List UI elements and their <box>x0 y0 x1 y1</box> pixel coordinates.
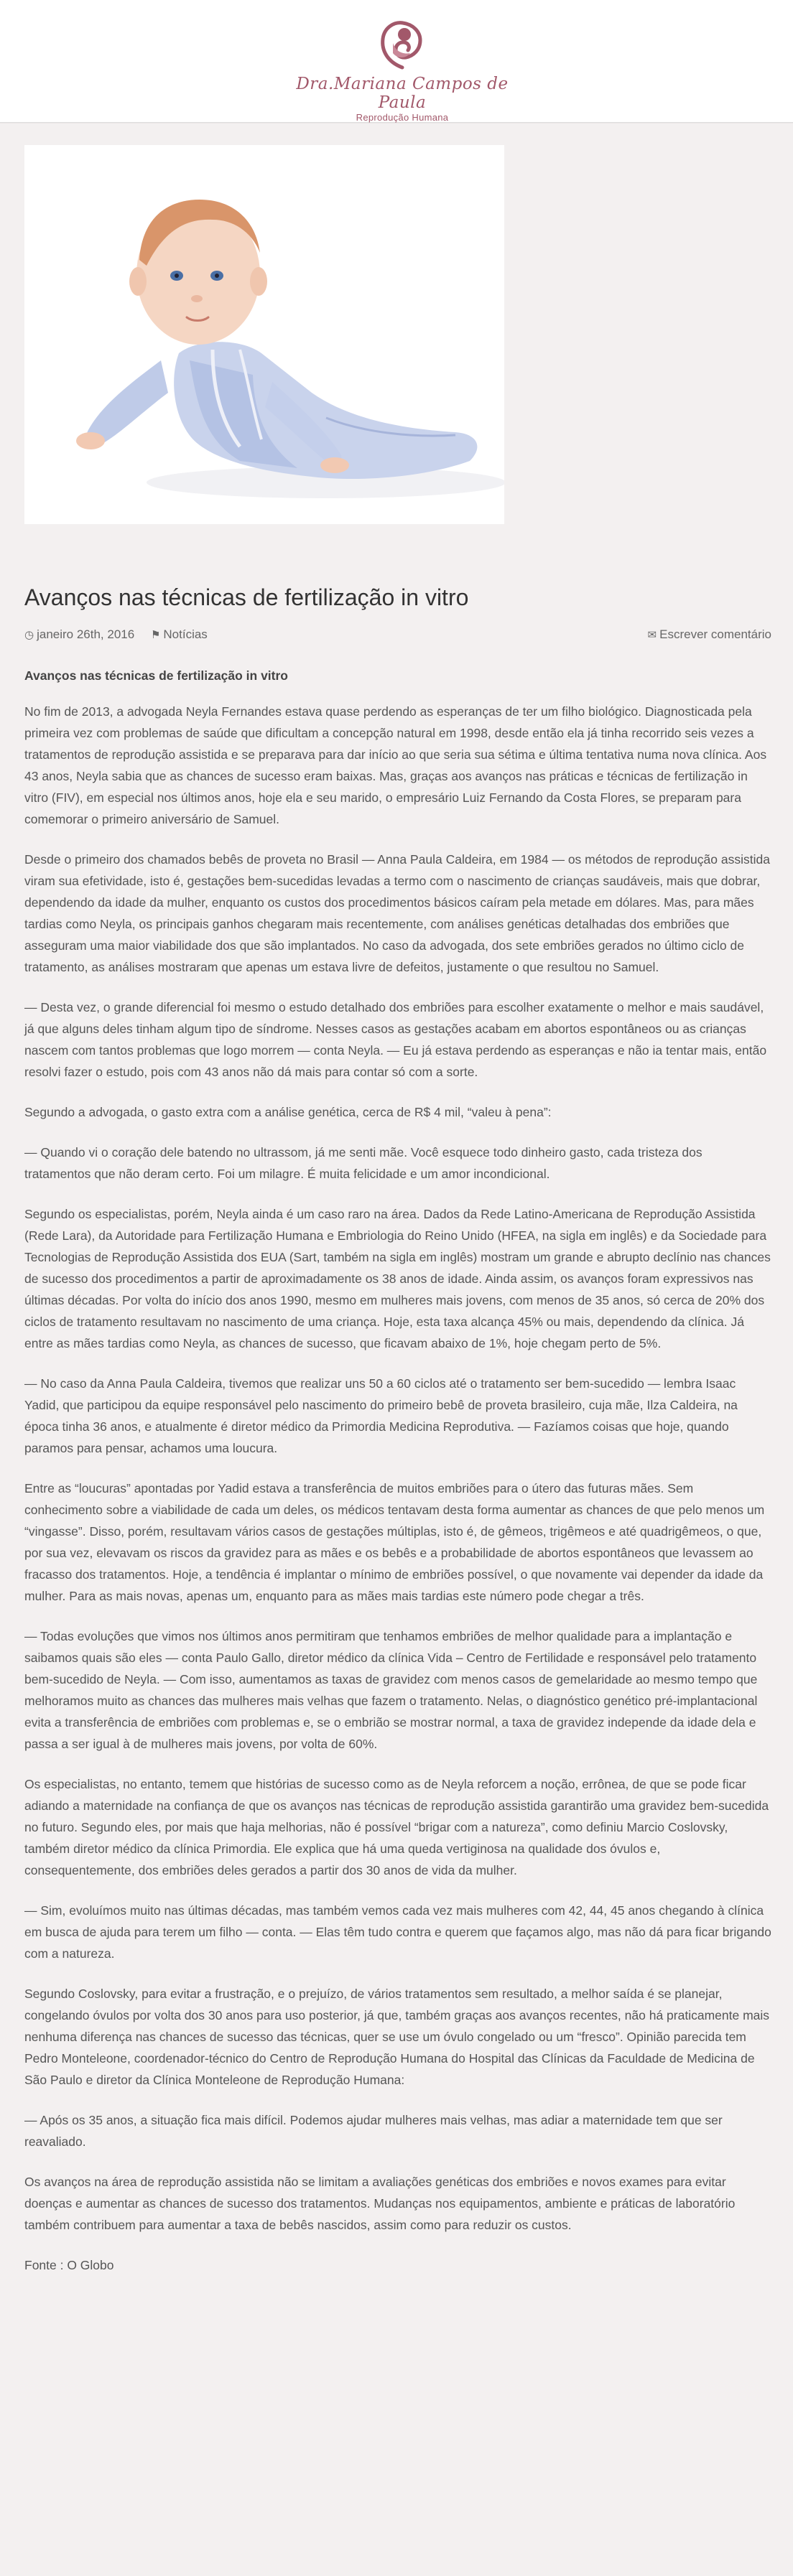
site-header <box>0 0 793 123</box>
article-source: Fonte : O Globo <box>24 2258 114 2272</box>
clock-icon: ◷ <box>24 629 34 641</box>
brand-subtitle: Reprodução Humana <box>356 112 449 123</box>
comment-link-label[interactable]: Escrever comentário <box>659 627 771 641</box>
post-category[interactable] <box>151 627 208 641</box>
article-lead: Avanços nas técnicas de fertilização in vitro <box>24 668 288 683</box>
category-link[interactable]: Notícias <box>163 627 208 641</box>
article-paragraph: Entre as “loucuras” apontadas por Yadid estava a transferência de muitos embriões para o útero das futuras mães. Sem conhecimento sobre a viabilidade de cada um deles, os médicos tentavam desta forma aumentar as chances de que pelo menos um “vingasse”. Disso, porém, resultavam vários casos de gestações múltiplas, isto é, de gêmeos, trigêmeos e até quadrigêmeos, o que, por sua vez, elevavam os riscos da gravidez para as mães e os bebês e a probabilidade de abortos espontâneos que levassem ao fracasso dos tratamentos. Hoje, a tendência é implantar o mínimo de embriões possível, o que novamente vai depender da idade da mulher. Para as mais novas, apenas um, enquanto para as mães mais tardias este número pode chegar a três. <box>24 1481 765 1603</box>
mother-child-logo-icon <box>377 19 427 70</box>
site-logo[interactable] <box>280 19 524 123</box>
article-paragraph: Os especialistas, no entanto, temem que histórias de sucesso como as de Neyla reforcem a noção, errônea, de que se pode ficar adiando a maternidade na confiança de que os avanços nas técnicas de reprodução assistida garantirão uma gravidez bem-sucedida no futuro. Segundo eles, por mais que haja melhorias, não é possível “brigar com a natureza”, como definiu Marcio Coslovsky, também diretor médico da clínica Primordia. Ele explica que há uma queda vertiginosa na qualidade dos óvulos e, consequentemente, dos embriões deles gerados a partir dos 30 anos de vida da mulher. <box>24 1777 769 1877</box>
post-title: Avanços nas técnicas de fertilização in vitro <box>24 584 469 610</box>
article-paragraph: — Desta vez, o grande diferencial foi mesmo o estudo detalhado dos embriões para escolher exatamente o melhor e mais saudável, já que alguns deles tinham algum tipo de síndrome. Nesses casos as gestações acabam em abortos espontâneos ou as crianças nascem com tantos problemas que logo morrem — conta Neyla. — Eu já estava perdendo as esperanças e não ia tentar mais, então resolvi fazer o estudo, pois com 43 anos não dá mais para contar só com a sorte. <box>24 1000 767 1079</box>
article-paragraph: Segundo os especialistas, porém, Neyla ainda é um caso raro na área. Dados da Rede Latino-Americana de Reprodução Assistida (Rede Lara), da Autoridade para Fertilização Humana e Embriologia do Reino Unido (HFEA, na sigla em inglês) e da Sociedade para Tecnologias de Reprodução Assistida dos EUA (Sart, também na sigla em inglês) mostram um grande e abrupto declínio nas chances de sucesso dos procedimentos a partir de aproximadamente os 38 anos de idade. Ainda assim, os avanços foram expressivos nas últimas décadas. Por volta do início dos anos 1990, mesmo em mulheres mais jovens, com menos de 35 anos, só cerca de 20% dos ciclos de tratamento resultavam no nascimento de uma criança. Hoje, esta taxa alcança 45% ou mais, dependendo da clínica. Já entre as mães tardias como Neyla, as chances de sucesso, que ficavam abaixo de 1%, hoje chegam perto de 5%. <box>24 1207 771 1350</box>
comment-link[interactable] <box>648 626 771 644</box>
article-paragraph: Segundo a advogada, o gasto extra com a análise genética, cerca de R$ 4 mil, “valeu à pena”: <box>24 1105 552 1119</box>
article-paragraph: Desde o primeiro dos chamados bebês de proveta no Brasil — Anna Paula Caldeira, em 1984 — os métodos de reprodução assistida viram sua efetividade, isto é, gestações bem-sucedidas levadas a termo com o nascimento de crianças saudáveis, mais que dobrar, dependendo da idade da mulher, enquanto os custos dos procedimentos básicos caíram pela metade em dólares. Mas, para mães tardias como Neyla, os principais ganhos chegaram mais recentemente, com análises genéticas detalhadas dos embriões que asseguram uma maior viabilidade dos que são implantados. No caso da advogada, dos sete embriões gerados no último ciclo de tratamento, as análises mostraram que apenas um estava livre de defeitos, justamente o que resultou no Samuel. <box>24 852 770 974</box>
tag-icon: ⚑ <box>150 629 161 641</box>
featured-image <box>24 145 504 524</box>
article-paragraph: — Após os 35 anos, a situação fica mais difícil. Podemos ajudar mulheres mais velhas, mas adiar a maternidade tem que ser reavaliado. <box>24 2113 723 2149</box>
content-area <box>0 123 793 2576</box>
article-paragraph: No fim de 2013, a advogada Neyla Fernandes estava quase perdendo as esperanças de ter um filho biológico. Diagnosticada pela primeira vez com problemas de saúde que dificultam a concepção natural em 1998, desde então ela já tinha recorrido seis vezes a tratamentos de reprodução assistida e se preparava para dar início ao que seria sua sétima e última tentativa numa nova clínica. Aos 43 anos, Neyla sabia que as chances de sucesso eram baixas. Mas, graças aos avanços nas práticas e técnicas de fertilização in vitro (FIV), em especial nos últimos anos, hoje ela e seu marido, o empresário Luiz Fernando da Costa Flores, se preparam para comemorar o primeiro aniversário de Samuel. <box>24 704 767 826</box>
post-meta <box>24 626 771 643</box>
brand-name: Dra.Mariana Campos de Paula <box>296 75 509 112</box>
article-paragraph: Segundo Coslovsky, para evitar a frustração, e o prejuízo, de vários tratamentos sem resultado, a melhor saída é se planejar, congelando óvulos por volta dos 30 anos para uso posterior, já que, também graças aos avanços recentes, não há praticamente mais nenhuma diferença nas chances de sucesso das técnicas, quer se use um óvulo congelado ou um “fresco”. Opinião parecida tem Pedro Monteleone, coordenador-técnico do Centro de Reprodução Humana do Hospital das Clínicas da Faculdade de Medicina de São Paulo e diretor da Clínica Monteleone de Reprodução Humana: <box>24 1987 770 2087</box>
article-paragraph: — Quando vi o coração dele batendo no ultrassom, já me senti mãe. Você esquece todo dinheiro gasto, cada tristeza dos tratamentos que não deram certo. Foi um milagre. É muita felicidade e um amor incondicional. <box>24 1145 702 1181</box>
post-date: janeiro 26th, 2016 <box>37 627 135 641</box>
comment-icon: ✉ <box>647 629 657 641</box>
article-body <box>24 665 771 2295</box>
baby-photo <box>24 145 504 524</box>
article-paragraph: — Sim, evoluímos muito nas últimas décadas, mas também vemos cada vez mais mulheres com 42, 44, 45 anos chegando à clínica em busca de ajuda para terem um filho — conta. — Elas têm tudo contra e querem que façamos algo, mas não dá para ficar brigando com a natureza. <box>24 1903 771 1961</box>
article-paragraph: Os avanços na área de reprodução assistida não se limitam a avaliações genéticas dos embriões e novos exames para evitar doenças e aumentar as chances de sucesso dos tratamentos. Mudanças nos equipamentos, ambiente e práticas de laboratório também contribuem para aumentar a taxa de bebês nascidos, assim como para reduzir os custos. <box>24 2175 736 2232</box>
article-paragraph: — No caso da Anna Paula Caldeira, tivemos que realizar uns 50 a 60 ciclos até o tratamento ser bem-sucedido — lembra Isaac Yadid, que participou da equipe responsável pelo nascimento do primeiro bebê de proveta brasileiro, cuja mãe, Ilza Caldeira, na época tinha 36 anos, e atualmente é diretor médico da Primordia Medicina Reprodutiva. — Fazíamos coisas que hoje, quando paramos para pensar, achamos uma loucura. <box>24 1376 738 1455</box>
article-paragraph: — Todas evoluções que vimos nos últimos anos permitiram que tenhamos embriões de melhor qualidade para a implantação e saibamos quais são eles — conta Paulo Gallo, diretor médico da clínica Vida – Centro de Fertilidade e responsável pelo tratamento bem-sucedido de Neyla. — Com isso, aumentamos as taxas de gravidez com menos casos de gemelaridade ao mesmo tempo que melhoramos muito as chances das mulheres mais velhas que fazem o tratamento. Nelas, o diagnóstico genético pré-implantacional evita a transferência de embriões com problemas e, se o embrião se mostrar normal, a taxa de gravidez independe da idade dela e passa a ser igual à de mulheres mais jovens, por volta de 60%. <box>24 1629 758 1751</box>
